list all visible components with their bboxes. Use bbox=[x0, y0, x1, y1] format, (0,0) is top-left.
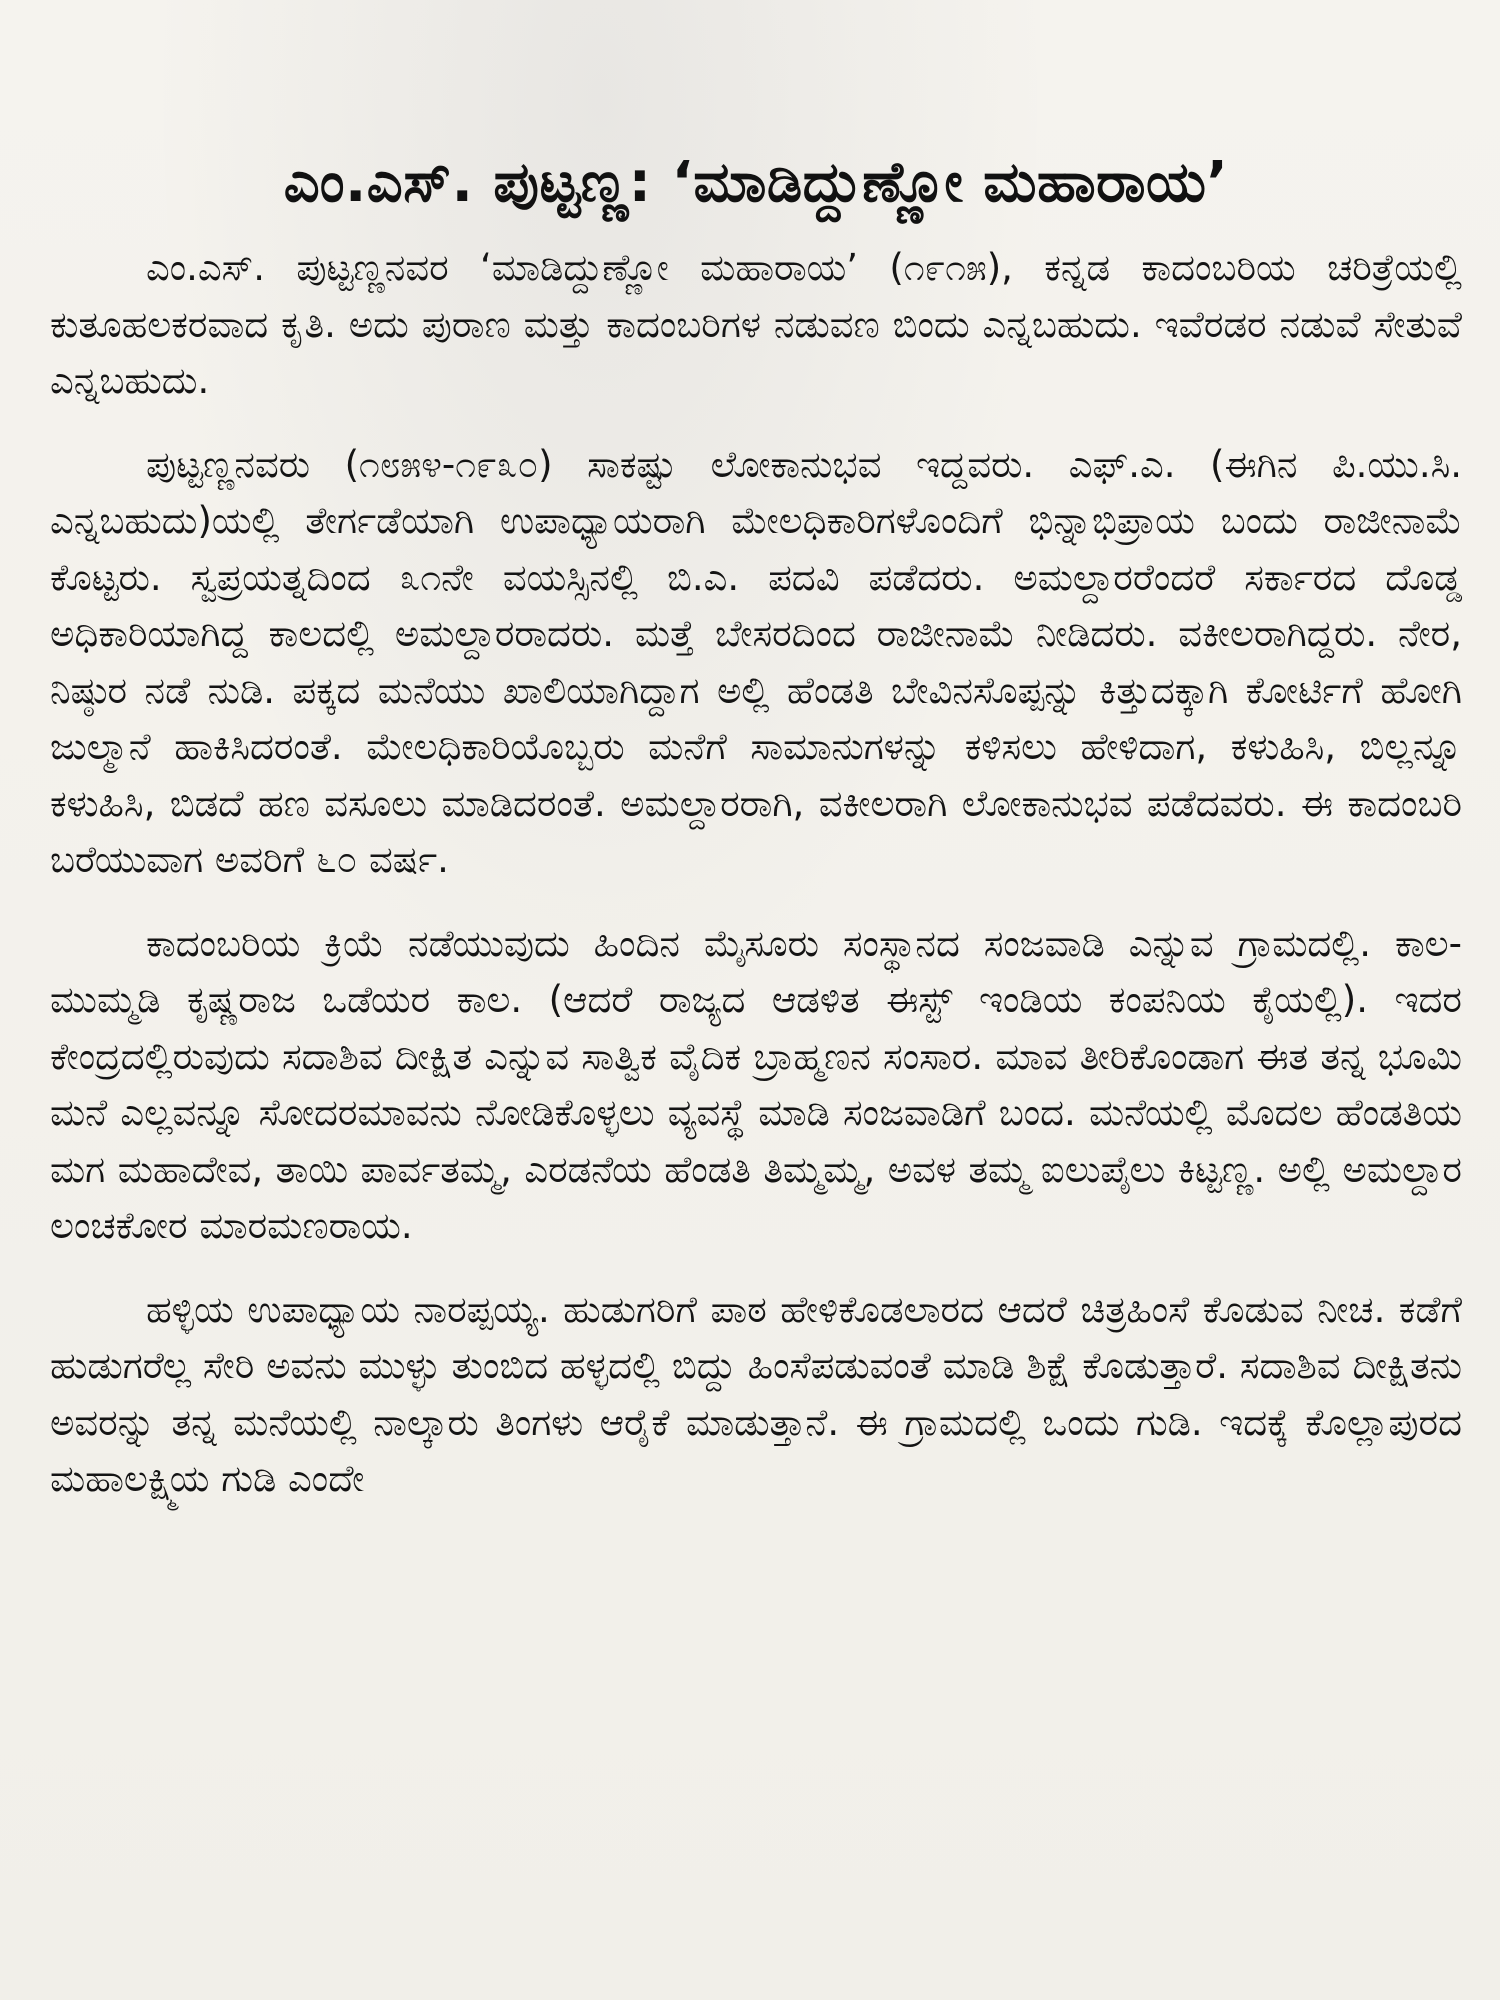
page-title: ಎಂ.ಎಸ್. ಪುಟ್ಟಣ್ಣ: ‘ಮಾಡಿದ್ದುಣ್ಣೋ ಮಹಾರಾಯ’ bbox=[283, 150, 1229, 215]
paragraph-3: ಕಾದಂಬರಿಯ ಕ್ರಿಯೆ ನಡೆಯುವುದು ಹಿಂದಿನ ಮೈಸೂರು ಸಂಸ್ಥಾನದ ಸಂಜವಾಡಿ ಎನ್ನುವ ಗ್ರಾಮದಲ್ಲಿ. ಕಾಲ-ಮುಮ್ಮಡಿ ಕೃಷ್ಣರಾಜ ಒಡೆಯರ ಕಾಲ. (ಆದರೆ ರಾಜ್ಯದ ಆಡಳಿತ ಈಸ್ಟ್ ಇಂಡಿಯ ಕಂಪನಿಯ ಕೈಯಲ್ಲಿ). ಇದರ ಕೇಂದ್ರದಲ್ಲಿರುವುದು ಸದಾಶಿವ ದೀಕ್ಷಿತ ಎನ್ನುವ ಸಾತ್ವಿಕ ವೈದಿಕ ಬ್ರಾಹ್ಮಣನ ಸಂಸಾರ. ಮಾವ ತೀರಿಕೊಂಡಾಗ ಈತ ತನ್ನ ಭೂಮಿ ಮನೆ ಎಲ್ಲವನ್ನೂ ಸೋದರಮಾವನು ನೋಡಿಕೊಳ್ಳಲು ವ್ಯವಸ್ಥೆ ಮಾಡಿ ಸಂಜವಾಡಿಗೆ ಬಂದ. ಮನೆಯಲ್ಲಿ ಮೊದಲ ಹೆಂಡತಿಯ ಮಗ ಮಹಾದೇವ, ತಾಯಿ ಪಾರ್ವತಮ್ಮ, ಎರಡನೆಯ ಹೆಂಡತಿ ತಿಮ್ಮಮ್ಮ, ಅವಳ ತಮ್ಮ ಐಲುಪೈಲು ಕಿಟ್ಟಣ್ಣ. ಅಲ್ಲಿ ಅಮಲ್ದಾರ ಲಂಚಕೋರ ಮಾರಮಣರಾಯ. bbox=[50, 921, 1462, 1247]
paragraph-4: ಹಳ್ಳಿಯ ಉಪಾಧ್ಯಾಯ ನಾರಪ್ಪಯ್ಯ. ಹುಡುಗರಿಗೆ ಪಾಠ ಹೇಳಿಕೊಡಲಾರದ ಆದರೆ ಚಿತ್ರಹಿಂಸೆ ಕೊಡುವ ನೀಚ. ಕಡೆಗೆ ಹುಡುಗರೆಲ್ಲ ಸೇರಿ ಅವನು ಮುಳ್ಳು ತುಂಬಿದ ಹಳ್ಳದಲ್ಲಿ ಬಿದ್ದು ಹಿಂಸೆಪಡುವಂತೆ ಮಾಡಿ ಶಿಕ್ಷೆ ಕೊಡುತ್ತಾರೆ. ಸದಾಶಿವ ದೀಕ್ಷಿತನು ಅವರನ್ನು ತನ್ನ ಮನೆಯಲ್ಲಿ ನಾಲ್ಕಾರು ತಿಂಗಳು ಆರೈಕೆ ಮಾಡುತ್ತಾನೆ. ಈ ಗ್ರಾಮದಲ್ಲಿ ಒಂದು ಗುಡಿ. ಇದಕ್ಕೆ ಕೊಲ್ಲಾಪುರದ ಮಹಾಲಕ್ಷ್ಮಿಯ ಗುಡಿ ಎಂದೇ bbox=[50, 1287, 1462, 1500]
paragraph-2: ಪುಟ್ಟಣ್ಣನವರು (೧೮೫೪-೧೯೩೦) ಸಾಕಷ್ಟು ಲೋಕಾನುಭವ ಇದ್ದವರು. ಎಫ್.ಎ. (ಈಗಿನ ಪಿ.ಯು.ಸಿ. ಎನ್ನಬಹುದು)ಯಲ್ಲಿ ತೇರ್ಗಡೆಯಾಗಿ ಉಪಾಧ್ಯಾಯರಾಗಿ ಮೇಲಧಿಕಾರಿಗಳೊಂದಿಗೆ ಭಿನ್ನಾಭಿಪ್ರಾಯ ಬಂದು ರಾಜೀನಾಮೆ ಕೊಟ್ಟರು. ಸ್ವಪ್ರಯತ್ನದಿಂದ ೩೧ನೇ ವಯಸ್ಸಿನಲ್ಲಿ ಬಿ.ಎ. ಪದವಿ ಪಡೆದರು. ಅಮಲ್ದಾರರೆಂದರೆ ಸರ್ಕಾರದ ದೊಡ್ಡ ಅಧಿಕಾರಿಯಾಗಿದ್ದ ಕಾಲದಲ್ಲಿ ಅಮಲ್ದಾರರಾದರು. ಮತ್ತೆ ಬೇಸರದಿಂದ ರಾಜೀನಾಮೆ ನೀಡಿದರು. ವಕೀಲರಾಗಿದ್ದರು. ನೇರ, ನಿಷ್ಠುರ ನಡೆ ನುಡಿ. ಪಕ್ಕದ ಮನೆಯು ಖಾಲಿಯಾಗಿದ್ದಾಗ ಅಲ್ಲಿ ಹೆಂಡತಿ ಬೇವಿನಸೊಪ್ಪನ್ನು ಕಿತ್ತುದಕ್ಕಾಗಿ ಕೋರ್ಟಿಗೆ ಹೋಗಿ ಜುಲ್ಮಾನೆ ಹಾಕಿಸಿದರಂತೆ. ಮೇಲಧಿಕಾರಿಯೊಬ್ಬರು ಮನೆಗೆ ಸಾಮಾನುಗಳನ್ನು ಕಳಿಸಲು ಹೇಳಿದಾಗ, ಕಳುಹಿಸಿ, ಬಿಲ್ಲನ್ನೂ ಕಳುಹಿಸಿ, ಬಿಡದೆ ಹಣ ವಸೂಲು ಮಾಡಿದರಂತೆ. ಅಮಲ್ದಾರರಾಗಿ, ವಕೀಲರಾಗಿ ಲೋಕಾನುಭವ ಪಡೆದವರು. ಈ ಕಾದಂಬರಿ ಬರೆಯುವಾಗ ಅವರಿಗೆ ೬೦ ವರ್ಷ. bbox=[50, 442, 1462, 881]
paragraph-1: ಎಂ.ಎಸ್. ಪುಟ್ಟಣ್ಣನವರ ‘ಮಾಡಿದ್ದುಣ್ಣೋ ಮಹಾರಾಯ’ (೧೯೧೫), ಕನ್ನಡ ಕಾದಂಬರಿಯ ಚರಿತ್ರೆಯಲ್ಲಿ ಕುತೂಹಲಕರವಾದ ಕೃತಿ. ಅದು ಪುರಾಣ ಮತ್ತು ಕಾದಂಬರಿಗಳ ನಡುವಣ ಬಿಂದು ಎನ್ನಬಹುದು. ಇವೆರಡರ ನಡುವೆ ಸೇತುವೆ ಎನ್ನಬಹುದು. bbox=[50, 246, 1462, 402]
